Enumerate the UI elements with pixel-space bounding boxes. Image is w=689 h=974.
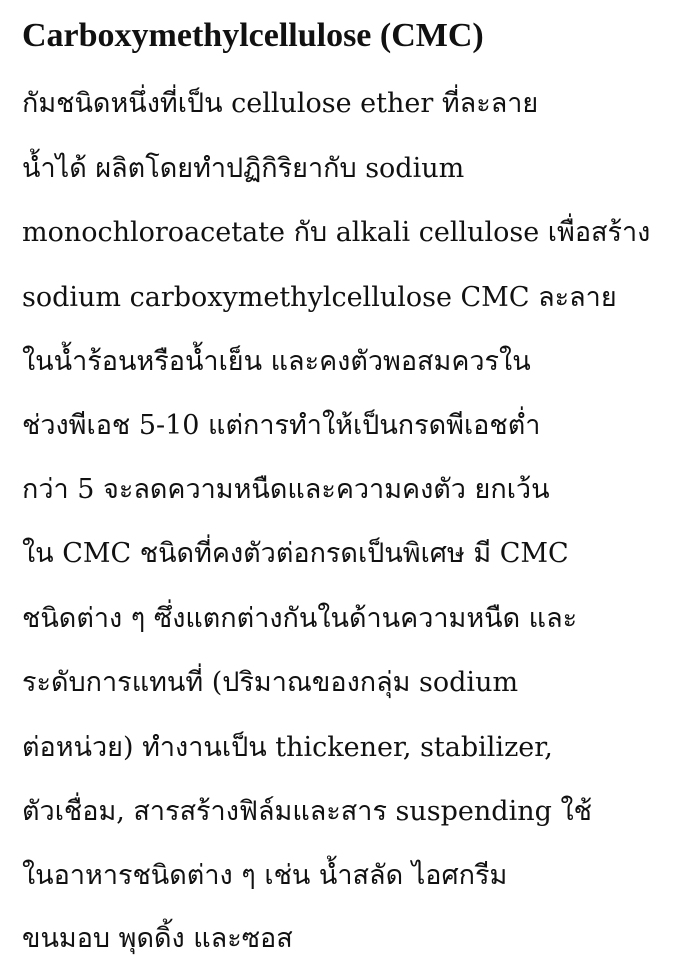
body-line: ในน้ำร้อนหรือน้ำเย็น และคงตัวพอสมควรใน: [22, 346, 531, 377]
entry-title: Carboxymethylcellulose (CMC): [22, 17, 484, 54]
body-line: ขนมอบ พุดดิ้ง และซอส: [22, 923, 293, 954]
body-line: ตัวเชื่อม, สารสร้างฟิล์มและสาร suspending ใช้: [22, 796, 592, 827]
body-line: ใน CMC ชนิดที่คงตัวต่อกรดเป็นพิเศษ มี CMC: [22, 538, 569, 569]
body-line: กัมชนิดหนึ่งที่เป็น cellulose ether ที่ละลาย: [22, 88, 539, 119]
body-line: ต่อหน่วย) ทำงานเป็น thickener, stabilizer,: [22, 732, 553, 763]
body-line: sodium carboxymethylcellulose CMC ละลาย: [22, 282, 617, 313]
body-line: ช่วงพีเอช 5-10 แต่การทำให้เป็นกรดพีเอชต่ำ: [22, 410, 541, 441]
body-line: ระดับการแทนที่ (ปริมาณของกลุ่ม sodium: [22, 667, 519, 698]
body-line: ชนิดต่าง ๆ ซึ่งแตกต่างกันในด้านความหนืด และ: [22, 603, 578, 634]
body-line: ในอาหารชนิดต่าง ๆ เช่น น้ำสลัด ไอศกรีม: [22, 860, 508, 891]
body-line: monochloroacetate กับ alkali cellulose เพื่อสร้าง: [22, 217, 651, 248]
body-line: กว่า 5 จะลดความหนืดและความคงตัว ยกเว้น: [22, 474, 550, 505]
body-line: น้ำได้ ผลิตโดยทำปฏิกิริยากับ sodium: [22, 153, 465, 184]
